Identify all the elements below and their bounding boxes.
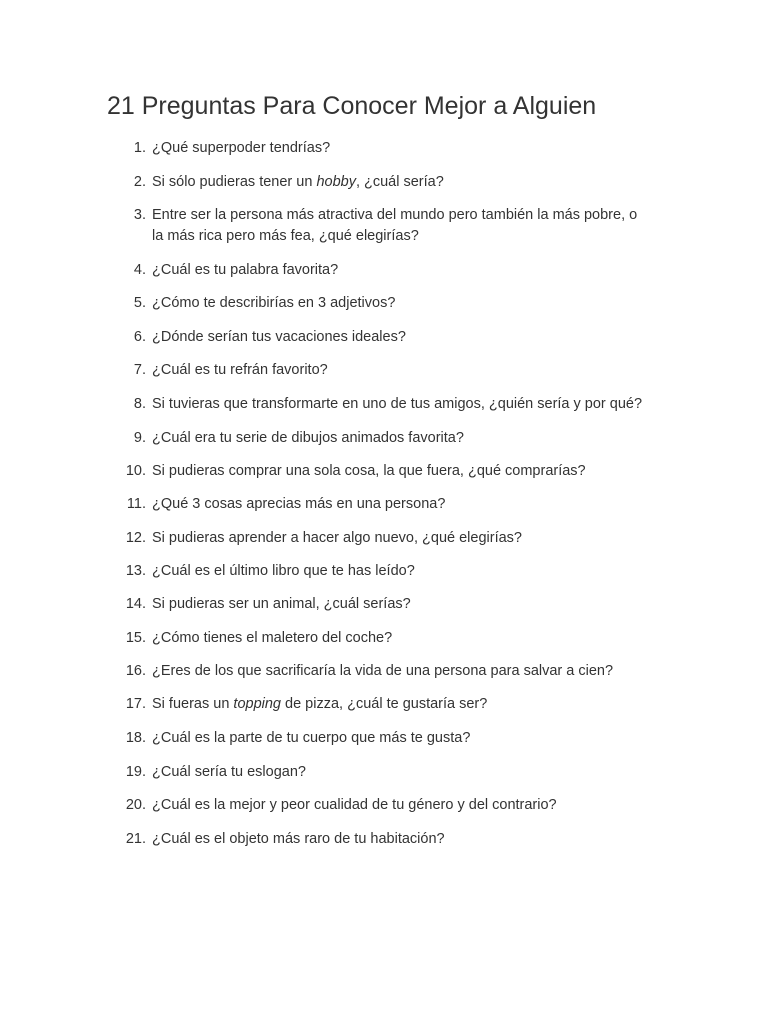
question-text <box>152 628 672 649</box>
question-text <box>152 205 672 247</box>
question-fragment: ¿Cómo te describirías en 3 adjetivos? <box>152 295 396 311</box>
question-fragment: Si tuvieras que transformarte en uno de tus amigos, ¿quién sería y por qué? <box>152 396 643 412</box>
question-fragment: de pizza, ¿cuál te gustaría ser? <box>281 696 488 712</box>
question-text <box>152 561 672 582</box>
question-fragment: ¿Cómo tienes el maletero del coche? <box>152 630 393 646</box>
question-fragment: ¿Cuál era tu serie de dibujos animados favorita? <box>152 430 464 446</box>
question-fragment: ¿Cuál es la parte de tu cuerpo que más te gusta? <box>152 730 471 746</box>
question-fragment: Si sólo pudieras tener un <box>152 174 317 190</box>
question-fragment: ¿Cuál es la mejor y peor cualidad de tu género y del contrario? <box>152 797 557 813</box>
question-text <box>152 728 672 749</box>
question-number: 6. <box>133 329 146 345</box>
question-fragment: ¿Qué superpoder tendrías? <box>152 140 331 156</box>
question-number: 16. <box>125 663 146 679</box>
question-fragment: ¿Cuál es tu palabra favorita? <box>152 262 339 278</box>
question-fragment: ¿Eres de los que sacrificaría la vida de una persona para salvar a cien? <box>152 663 614 679</box>
question-text <box>152 762 672 783</box>
question-text <box>152 661 672 682</box>
question-text <box>152 528 672 549</box>
question-fragment: ¿Cuál es tu refrán favorito? <box>152 362 328 378</box>
question-line: la más rica pero más fea, ¿qué elegirías? <box>152 228 419 244</box>
question-text <box>152 461 672 482</box>
question-number: 21. <box>125 831 146 847</box>
question-fragment: ¿Qué 3 cosas aprecias más en una persona? <box>152 496 446 512</box>
question-text <box>152 260 672 281</box>
question-number: 1. <box>133 140 146 156</box>
question-number: 7. <box>133 362 146 378</box>
question-text <box>152 394 672 415</box>
question-fragment: ¿Cuál es el último libro que te has leído? <box>152 563 415 579</box>
question-fragment: ¿Cuál sería tu eslogan? <box>152 764 306 780</box>
question-number: 14. <box>125 596 146 612</box>
question-text <box>152 293 672 314</box>
question-fragment: ¿Dónde serían tus vacaciones ideales? <box>152 329 406 345</box>
question-number: 12. <box>125 530 146 546</box>
question-text <box>152 694 672 715</box>
question-number: 20. <box>125 797 146 813</box>
question-text <box>152 138 672 159</box>
question-number: 5. <box>133 295 146 311</box>
question-text <box>152 795 672 816</box>
question-emphasis: topping <box>233 696 281 712</box>
question-fragment: Si pudieras aprender a hacer algo nuevo, ¿qué elegirías? <box>152 530 522 546</box>
question-number: 4. <box>133 262 146 278</box>
question-fragment: Si pudieras ser un animal, ¿cuál serías? <box>152 596 411 612</box>
question-number: 11. <box>126 496 146 512</box>
question-number: 19. <box>125 764 146 780</box>
question-number: 10. <box>125 463 146 479</box>
question-text <box>152 327 672 348</box>
question-number: 13. <box>125 563 146 579</box>
question-text <box>152 494 672 515</box>
question-fragment: , ¿cuál sería? <box>355 174 444 190</box>
question-fragment: Si fueras un <box>152 696 234 712</box>
question-number: 18. <box>125 730 146 746</box>
page-title: 21 Preguntas Para Conocer Mejor a Alguien <box>107 92 597 120</box>
question-emphasis: hobby <box>316 174 356 190</box>
question-line: Entre ser la persona más atractiva del mundo pero también la más pobre, o <box>152 207 638 223</box>
question-text <box>152 594 672 615</box>
question-number: 3. <box>133 207 146 223</box>
question-text <box>152 428 672 449</box>
question-number: 2. <box>133 174 146 190</box>
question-number: 9. <box>133 430 146 446</box>
question-number: 15. <box>125 630 146 646</box>
question-number: 17. <box>125 696 146 712</box>
question-text <box>152 829 672 850</box>
question-text <box>152 172 672 193</box>
question-fragment: Si pudieras comprar una sola cosa, la que fuera, ¿qué comprarías? <box>152 463 586 479</box>
question-fragment: ¿Cuál es el objeto más raro de tu habitación? <box>152 831 445 847</box>
question-number: 8. <box>133 396 146 412</box>
question-text <box>152 360 672 381</box>
